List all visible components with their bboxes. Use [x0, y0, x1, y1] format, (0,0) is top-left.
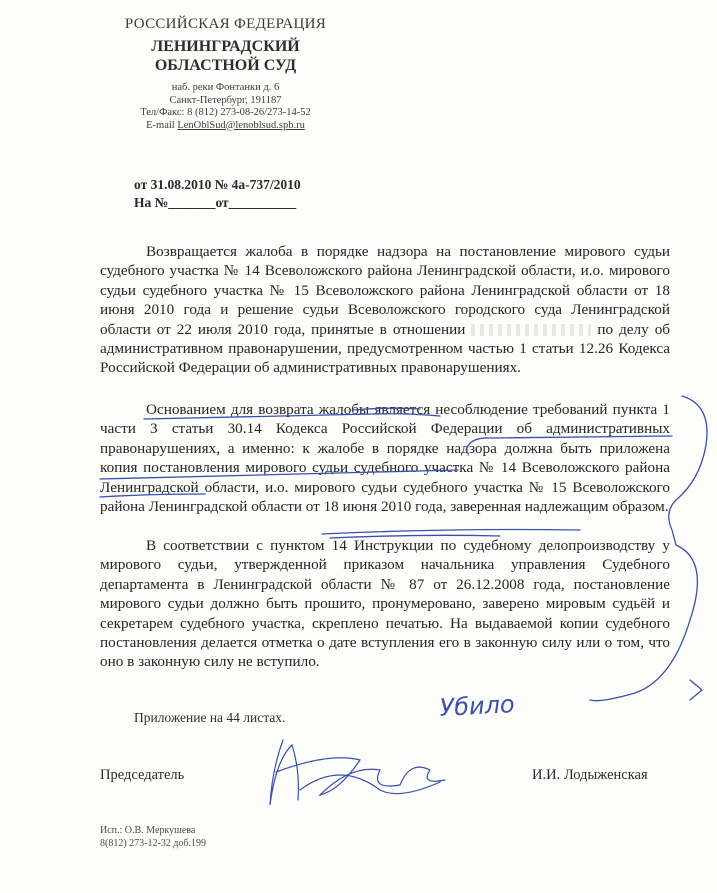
- executor-info: [100, 824, 206, 850]
- paragraph-2-text: Основанием для возврата жалобы является несоблюдение требований пункта 1 части 3 статьи 30.14 Кодекса Российской Федерации об административных правонарушениях, а именно: к жалобе в порядке надзора должна быть приложена копия постановления мирового судьи судебного участка № 14 Всеволожского района Ленинградской области, и.о. мирового судьи судебного участка № 15 Всеволожского района Ленинградской области от 18 июня 2010 года, заверенная надлежащим образом.: [100, 401, 670, 516]
- paragraph-3-text: В соответствии с пунктом 14 Инструкции по судебному делопроизводству у мирового судьи, утвержденной приказом начальника управления Судебного департамента в Ленинградской области № 87 от 26.12.2008 года, постановление мирового судьи должно быть прошито, пронумеровано, заверено мировым судьёй и секретарем судебного участка, скреплено печатью. На выдаваемой копии судебного постановления делается отметка о дате вступления его в законную силу или о том, что оно в законную силу не вступило.: [100, 537, 670, 671]
- margin-arrowhead: [690, 680, 702, 700]
- outgoing-number: от 31.08.2010 № 4а-737/2010: [134, 177, 301, 192]
- email-label: E-mail: [146, 119, 175, 131]
- signature-scribble: [270, 740, 445, 805]
- letterhead: [108, 16, 343, 132]
- paragraph-1-part-a: Возвращается жалоба в порядке надзора на постановление мирового судьи судебного участка № 14 Всеволожского района Ленинградской области, и.о. мирового судьи судебного участка № 15 Всеволожского района Ленинградской области от 18 июня 2010 года и решение судьи Всеволожского городского суда Ленинградской области от 22 июля 2010 года, принятые в отношении: [100, 243, 670, 338]
- attachment-note: Приложение на 44 листах.: [134, 710, 286, 725]
- signatory-name: И.И. Лодыженская: [532, 767, 648, 783]
- court-name-line2: ОБЛАСТНОЙ СУД: [154, 57, 297, 74]
- country-name: РОССИЙСКАЯ ФЕДЕРАЦИЯ: [124, 16, 327, 32]
- executor-name: Исп.: О.В. Меркушева: [100, 825, 196, 836]
- paragraph-instruction: [100, 536, 670, 672]
- court-name-line1: ЛЕНИНГРАДСКИЙ: [151, 38, 300, 55]
- email-line: [108, 120, 343, 133]
- incoming-number: На №_______от__________: [134, 195, 297, 210]
- document-reference: [134, 176, 301, 212]
- paragraph-grounds: [100, 400, 670, 516]
- phone-fax: Тел/Факс: 8 (812) 273-08-26/273-14-52: [140, 107, 311, 118]
- margin-question-mark: [669, 396, 707, 545]
- executor-phone: 8(812) 273-12-32 доб.199: [100, 838, 206, 849]
- redacted-name: [471, 324, 591, 336]
- address-street: наб. реки Фонтанки д. 6: [171, 82, 280, 93]
- email-link[interactable]: LenOblSud@lenoblsud.spb.ru: [177, 119, 305, 131]
- signatory-position: Председатель: [100, 767, 185, 783]
- address-city: Санкт-Петербург, 191187: [169, 94, 282, 106]
- paragraph-1-part-b: по делу об административном правонарушении, предусмотренном частью 1 статьи 12.26 Кодекса Российской Федерации об административных правонарушениях.: [100, 320, 671, 377]
- underline-certified: [322, 530, 580, 535]
- handwritten-word: Убило: [438, 690, 516, 722]
- paragraph-return-notice: [100, 242, 670, 378]
